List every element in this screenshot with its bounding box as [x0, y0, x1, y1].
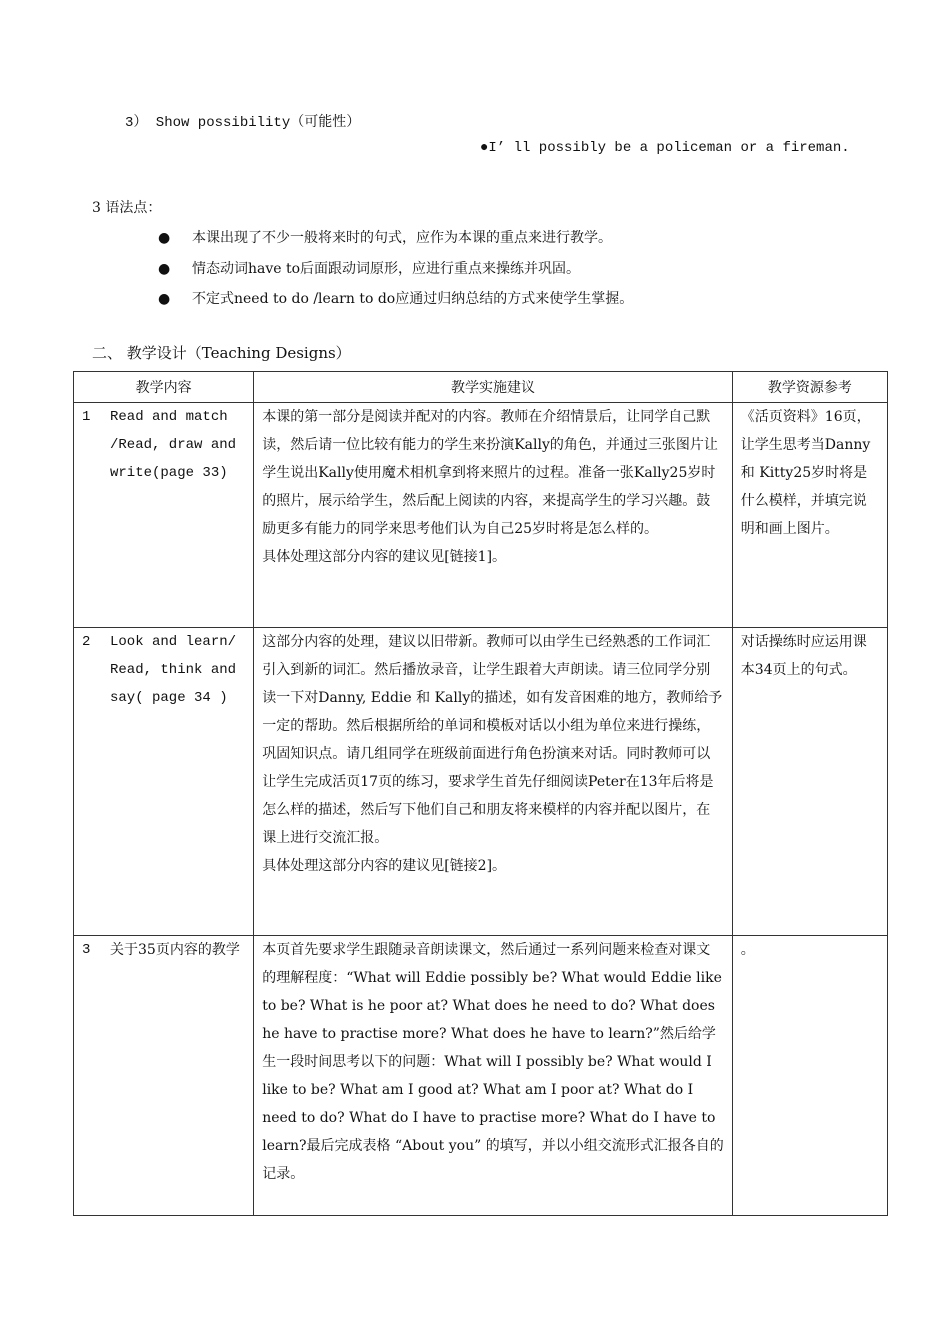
table-row — [74, 936, 888, 1216]
bullet-icon: ● — [158, 291, 171, 307]
content-text: Read and match /Read, draw and write(page 33) — [110, 409, 237, 481]
example-sentence: ●I’ ll possibly be a policeman or a fireman. — [480, 140, 850, 156]
grammar-point: ● 情态动词have to后面跟动词原形，应进行重点来操练并巩固。 — [158, 261, 581, 277]
bullet-icon: ● — [158, 230, 171, 246]
content-cell — [74, 403, 254, 628]
resource-cell — [732, 936, 887, 1216]
suggestion-text: 本页首先要求学生跟随录音朗读课文，然后通过一系列问题来检查对课文的理解程度：“What will Eddie possibly be? What would Eddie like to be? What is he poor at? What does he need to do? What does he have to practise more? What does he have to learn?”然后给学生一段时间思考以下的问题：What will I possibly be? What would I like to be? What am I good at? What am I poor at? What do I need to do? What do I have to practise more? What do I have to learn?最后完成表格 “About you” 的填写，并以小组交流形式汇报各自的记录。 — [262, 942, 724, 1182]
table-header-row — [74, 372, 888, 403]
header-suggestion: 教学实施建议 — [254, 372, 733, 403]
resource-text: 。 — [740, 942, 755, 958]
row-number: 2 — [82, 634, 91, 650]
grammar-heading: 3 语法点： — [92, 200, 162, 216]
resource-text: 对话操练时应运用课本34页上的句式。 — [740, 634, 867, 678]
teaching-design-table — [73, 371, 888, 1216]
suggestion-link: 具体处理这部分内容的建议见[链接2]。 — [262, 858, 507, 874]
resource-cell — [732, 628, 887, 936]
content-text: 关于35页内容的教学 — [110, 942, 240, 958]
suggestion-text: 本课的第一部分是阅读并配对的内容。教师在介绍情景后，让同学自己默读，然后请一位比较有能力的学生来扮演Kally的角色，并通过三张图片让学生说出Kally使用魔术相机拿到将来照片的过程。准备一张Kally25岁时的照片，展示给学生，然后配上阅读的内容，来提高学生的学习兴趣。鼓励更多有能力的同学来思考他们认为自己25岁时将是怎么样的。 — [262, 409, 718, 537]
content-cell — [74, 628, 254, 936]
suggestion-text: 这部分内容的处理，建议以旧带新。教师可以由学生已经熟悉的工作词汇引入到新的词汇。然后播放录音，让学生跟着大声朗读。请三位同学分别读一下对Danny, Eddie 和 Kally的描述，如有发音困难的地方，教师给予一定的帮助。然后根据所给的单词和模板对话以小组为单位来进行操练，巩固知识点。请几组同学在班级前面进行角色扮演来对话。同时教师可以让学生完成活页17页的练习，要求学生首先仔细阅读Peter在13年后将是怎么样的描述，然后写下他们自己和朋友将来模样的内容并配以图片，在课上进行交流汇报。 — [262, 634, 723, 846]
teaching-design-heading: 二、 教学设计（Teaching Designs） — [92, 344, 351, 362]
grammar-point: ● 不定式need to do /learn to do应通过归纳总结的方式来使学生掌握。 — [158, 291, 634, 307]
content-cell — [74, 936, 254, 1216]
table-row — [74, 628, 888, 936]
row-number: 1 — [82, 409, 91, 425]
suggestion-cell — [254, 936, 733, 1216]
resource-text: 《活页资料》16页，让学生思考当Danny 和 Kitty25岁时将是什么模样，并填完说明和画上图片。 — [740, 409, 871, 537]
suggestion-cell — [254, 628, 733, 936]
item-show-possibility: 3） Show possibility（可能性） — [125, 115, 361, 131]
header-resource: 教学资源参考 — [732, 372, 887, 403]
suggestion-link: 具体处理这部分内容的建议见[链接1]。 — [262, 549, 507, 565]
content-text: Look and learn/ Read, think and say( page 34 ) — [110, 634, 237, 706]
row-number: 3 — [82, 942, 91, 958]
bullet-icon: ● — [158, 261, 171, 277]
resource-cell — [732, 403, 887, 628]
header-content: 教学内容 — [74, 372, 254, 403]
table-row — [74, 403, 888, 628]
suggestion-cell — [254, 403, 733, 628]
grammar-point: ● 本课出现了不少一般将来时的句式，应作为本课的重点来进行教学。 — [158, 230, 612, 246]
